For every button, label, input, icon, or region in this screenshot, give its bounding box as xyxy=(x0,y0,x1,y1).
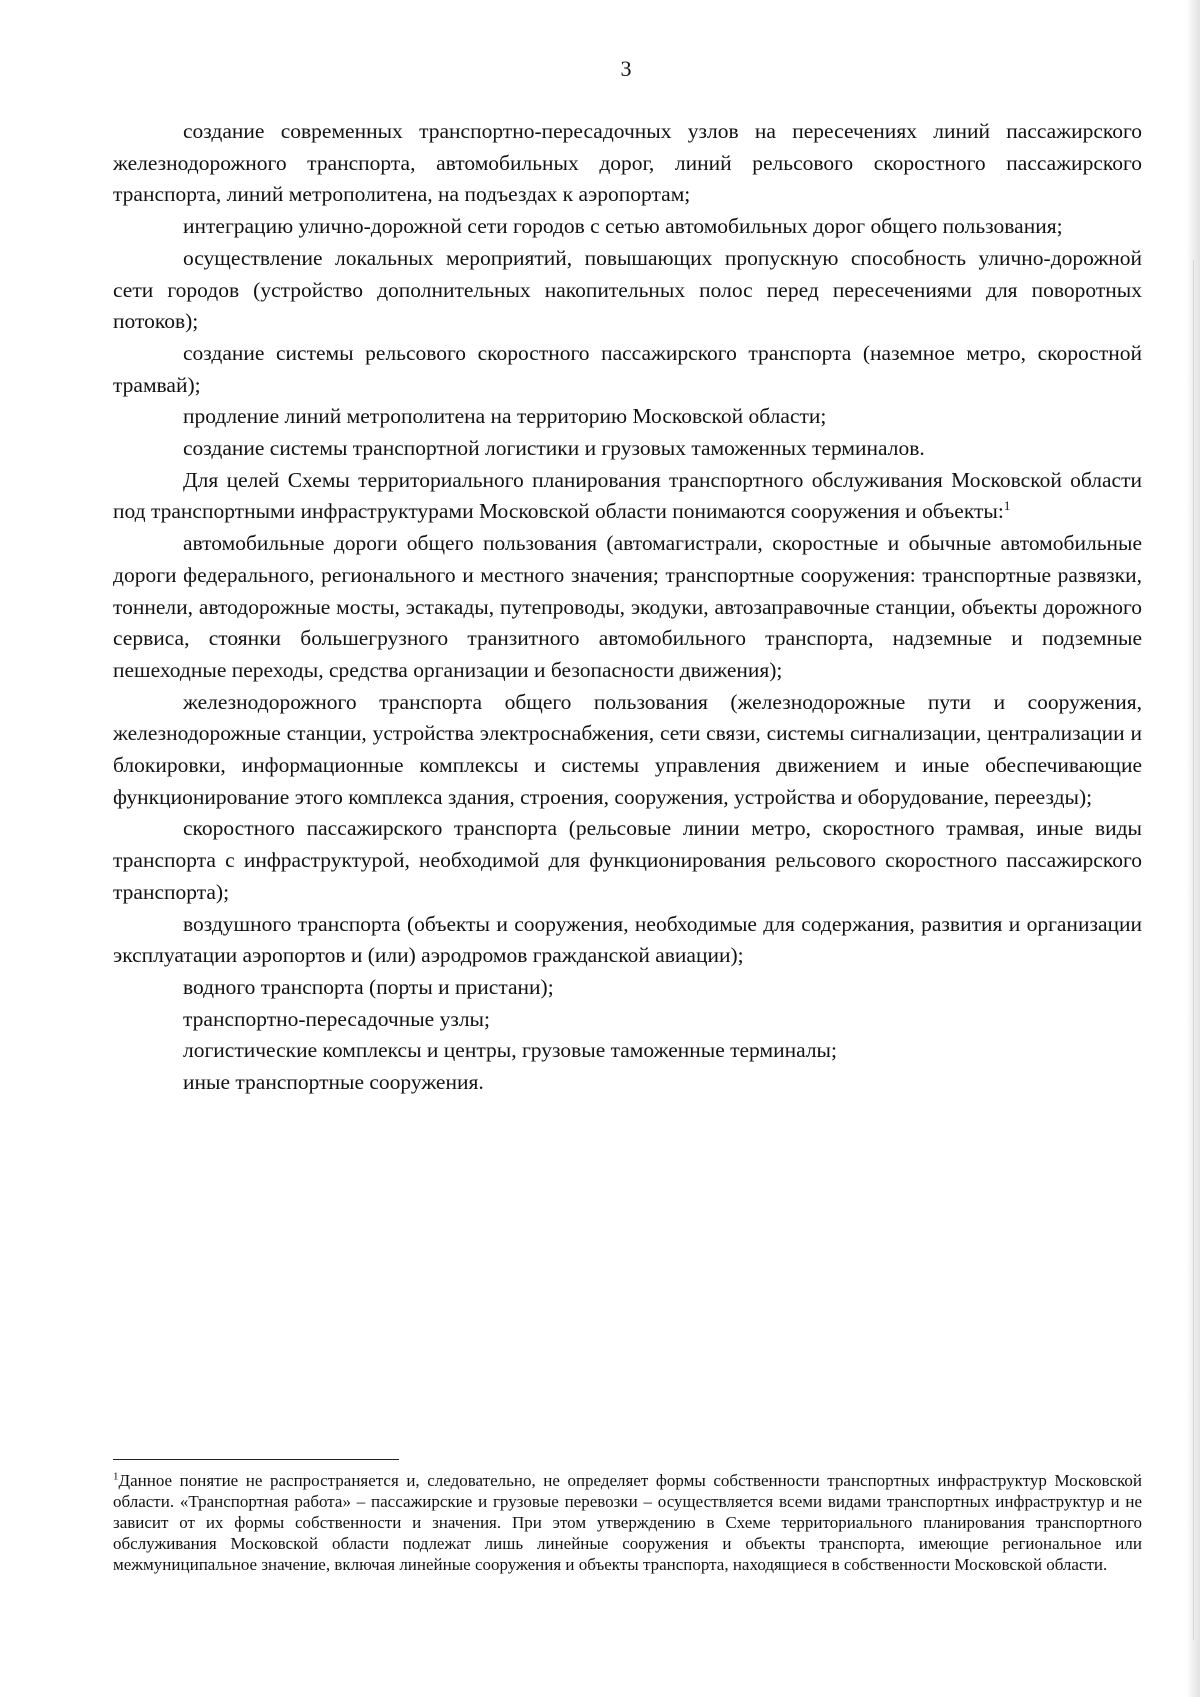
paragraph: транспортно-пересадочные узлы; xyxy=(183,1006,490,1031)
paragraph: иные транспортные сооружения. xyxy=(183,1070,484,1095)
paragraph: водного транспорта (порты и пристани); xyxy=(183,974,554,999)
footnote-text: Данное понятие не распространяется и, следовательно, не определяет формы собственности транспортных инфраструктур Московской области. «Транспортная работа» – пассажирские и грузовые перевозки – осуществляется всеми видами транспортных инфраструктур и не зависит от их формы собственности и значения. При этом утверждению в Схеме территориального планирования транспортного обслуживания Московской области подлежат лишь линейные сооружения и объекты транспорта, имеющие региональное или межмуниципальное значение, включая линейные сооружения и объекты транспорта, находящиеся в собственности Московской области. xyxy=(113,1471,1142,1574)
paragraph-with-footnote xyxy=(113,465,1142,528)
paragraph: скоростного пассажирского транспорта (рельсовые линии метро, скоростного трамвая, иные виды транспорта с инфраструктурой, необходимой для функционирования рельсового скоростного пассажирского транспорта); xyxy=(113,816,1142,904)
paragraph-text: Для целей Схемы территориального планирования транспортного обслуживания Московской области под транспортными инфраструктурами Московской области понимаются сооружения и объекты: xyxy=(113,467,1142,524)
document-body xyxy=(113,116,1142,1099)
paragraph: осуществление локальных мероприятий, повышающих пропускную способность улично-дорожной сети городов (устройство дополнительных накопительных полос перед пересечениями для поворотных потоков); xyxy=(113,245,1142,334)
paragraph: создание системы рельсового скоростного пассажирского транспорта (наземное метро, скоростной трамвай); xyxy=(113,340,1142,397)
footnote xyxy=(113,1470,1142,1575)
scan-edge-line xyxy=(1193,260,1194,1640)
footnote-reference: 1 xyxy=(1003,498,1011,514)
footnote-separator xyxy=(113,1459,399,1460)
paragraph: автомобильные дороги общего пользования (автомагистрали, скоростные и обычные автомобильные дороги федерального, регионального и местного значения; транспортные сооружения: транспортные развязки, тоннели, автодорожные мосты, эстакады, путепроводы, экодуки, автозаправочные станции, объекты дорожного сервиса, стоянки большегрузного транзитного автомобильного транспорта, надземные и подземные пешеходные переходы, средства организации и безопасности движения); xyxy=(113,531,1142,682)
footnote-mark: 1 xyxy=(113,1470,119,1483)
paragraph: создание современных транспортно-пересадочных узлов на пересечениях линий пассажирского железнодорожного транспорта, автомобильных дорог, линий рельсового скоростного пассажирского транспорта, линий метрополитена, на подъездах к аэропортам; xyxy=(113,119,1142,207)
paragraph: интеграцию улично-дорожной сети городов с сетью автомобильных дорог общего пользования; xyxy=(183,214,1063,239)
paragraph: продление линий метрополитена на территорию Московской области; xyxy=(183,404,827,429)
paragraph: железнодорожного транспорта общего пользования (железнодорожные пути и сооружения, железнодорожные станции, устройства электроснабжения, сети связи, системы сигнализации, централизации и блокировки, информационные комплексы и системы управления движением и иные обеспечивающие функционирование этого комплекса здания, строения, сооружения, устройства и оборудование, переезды); xyxy=(113,689,1142,809)
paragraph: создание системы транспортной логистики и грузовых таможенных терминалов. xyxy=(183,436,925,461)
footnote-paragraph xyxy=(113,1470,1142,1575)
paragraph: логистические комплексы и центры, грузовые таможенные терминалы; xyxy=(183,1038,837,1063)
page-number: 3 xyxy=(620,56,632,81)
paragraph: воздушного транспорта (объекты и сооружения, необходимые для содержания, развития и организации эксплуатации аэропортов и (или) аэродромов гражданской авиации); xyxy=(113,911,1142,968)
